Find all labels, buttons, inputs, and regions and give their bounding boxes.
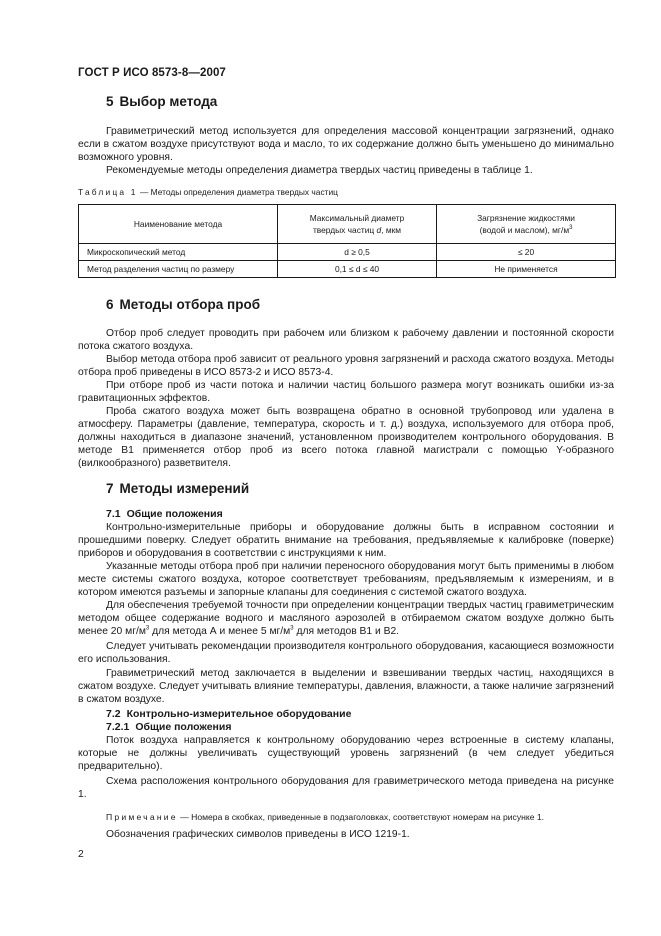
paragraph-with-units: Для обеспечения требуемой точности при определении концентрации твердых частиц гравиметрическим методом общее содержание водного и масляного аэрозолей в отбираемом сжатом воздухе должно быть менее 20 $мг/м^3$ для метода А и менее 5 $мг/м^3$ для методов В1 и В2. [78,600,614,637]
section-title: Методы измерений [119,481,250,496]
table-row [79,261,616,278]
paragraph: Гравиметрический метод заключается в выделении и взвешивании твердых частиц, находящихся в сжатом воздухе. Следует учитывать влияние температуры, давления, влажности, а также наличие загрязнений в сжатом воздухе. [78,668,614,705]
note-text: — Номера в скобках, приведенные в подзаголовках, соответствуют номерам на рисунке 1. [177,812,545,822]
table-caption [78,187,338,197]
section-6-heading [106,297,260,312]
table-caption-text: — Методы определения диаметра твердых частиц [137,187,338,197]
paragraph: Гравиметрический метод используется для определения массовой концентрации загрязнений, однако если в сжатом воздухе присутствуют вода и масло, то их содержание должно быть уменьшено до минимально возможного уровня. [78,126,614,163]
paragraph: Проба сжатого воздуха может быть возвращена обратно в основной трубопровод или удалена в атмосферу. Параметры (давление, температура, скорость и т. д.) воздуха, используемого для отбора проб, должны находиться в диапазоне значений, установленном производителем контрольного оборудования. В методе В1 применяется отбор проб из всего потока главной магистрали с помощью Y-образного (вилкообразного) разветвителя. [78,406,614,469]
paragraph: Следует учитывать рекомендации производителя контрольного оборудования, касающиеся возможности его использования. [78,641,614,665]
page-number: 2 [78,849,84,860]
paragraph: Отбор проб следует проводить при рабочем или близком к рабочему давлении и постоянной скорости потока сжатого воздуха. [78,328,614,352]
section-number: 5 [106,94,114,109]
paragraph: Поток воздуха направляется к контрольному оборудованию через встроенные в систему клапаны, которые не должны увеличивать существующий уровень загрязнений (в чем следует убедиться предварительно). [78,735,614,772]
table-header-method: Наименование метода [79,205,278,244]
paragraph: Обозначения графических символов приведены в ИСО 1219-1. [106,829,410,840]
subsection-7-1-heading: 7.1 Общие положения [106,508,223,520]
table-header-contamination: Загрязнение жидкостями (водой и маслом), $мг/м^3$ [437,205,616,244]
paragraph: При отборе проб из части потока и наличии частиц большого размера могут возникать ошибки из-за гравитационных эффектов. [78,380,614,404]
paragraph: Контрольно-измерительные приборы и оборудование должны быть в исправном состоянии и прошедшими поверку. Следует обратить внимание на требования, предъявляемые к калибровке (поверке) приборов и оборудования в соответствии с инструкциями к ним. [78,522,614,559]
table-cell-contamination: ≤ 20 [437,244,616,261]
table-header-diameter: Максимальный диаметр твердых частиц d, мкм [278,205,437,244]
section-title: Методы отбора проб [119,297,261,312]
section-5-heading [106,94,217,109]
table-cell-contamination: Не применяется [437,261,616,278]
note [106,811,616,823]
table-caption-label: Таблица 1 [78,187,138,197]
table-cell-diameter: d ≥ 0,5 [278,244,437,261]
paragraph: Выбор метода отбора проб зависит от реального уровня загрязнений и расхода сжатого воздуха. Методы отбора проб приведены в ИСО 8573-2 и ИСО 8573-4. [78,354,614,378]
subsection-7-2-1-heading: 7.2.1 Общие положения [106,721,232,733]
section-number: 7 [106,481,114,496]
section-number: 6 [106,297,114,312]
methods-table [78,204,616,278]
note-label: Примечание [106,812,178,822]
document-header: ГОСТ Р ИСО 8573-8—2007 [78,67,226,79]
table-cell-method: Метод разделения частиц по размеру [79,261,278,278]
subsection-7-2-heading: 7.2 Контрольно-измерительное оборудование [106,708,352,720]
paragraph: Схема расположения контрольного оборудования для гравиметрического метода приведена на рисунке 1. [78,776,614,800]
table-cell-method: Микроскопический метод [79,244,278,261]
section-title: Выбор метода [119,94,218,109]
table-row [79,244,616,261]
paragraph: Указанные методы отбора проб при наличии переносного оборудования могут быть применимы в любом месте системы сжатого воздуха, которое соответствует требованиям, предъявляемым к измерениям, и в котором имеются разъемы и запорные клапаны для соединения с системой сжатого воздуха. [78,561,614,598]
paragraph: Рекомендуемые методы определения диаметра твердых частиц приведены в таблице 1. [106,165,533,176]
table-cell-diameter: 0,1 ≤ d ≤ 40 [278,261,437,278]
section-7-heading [106,481,249,496]
